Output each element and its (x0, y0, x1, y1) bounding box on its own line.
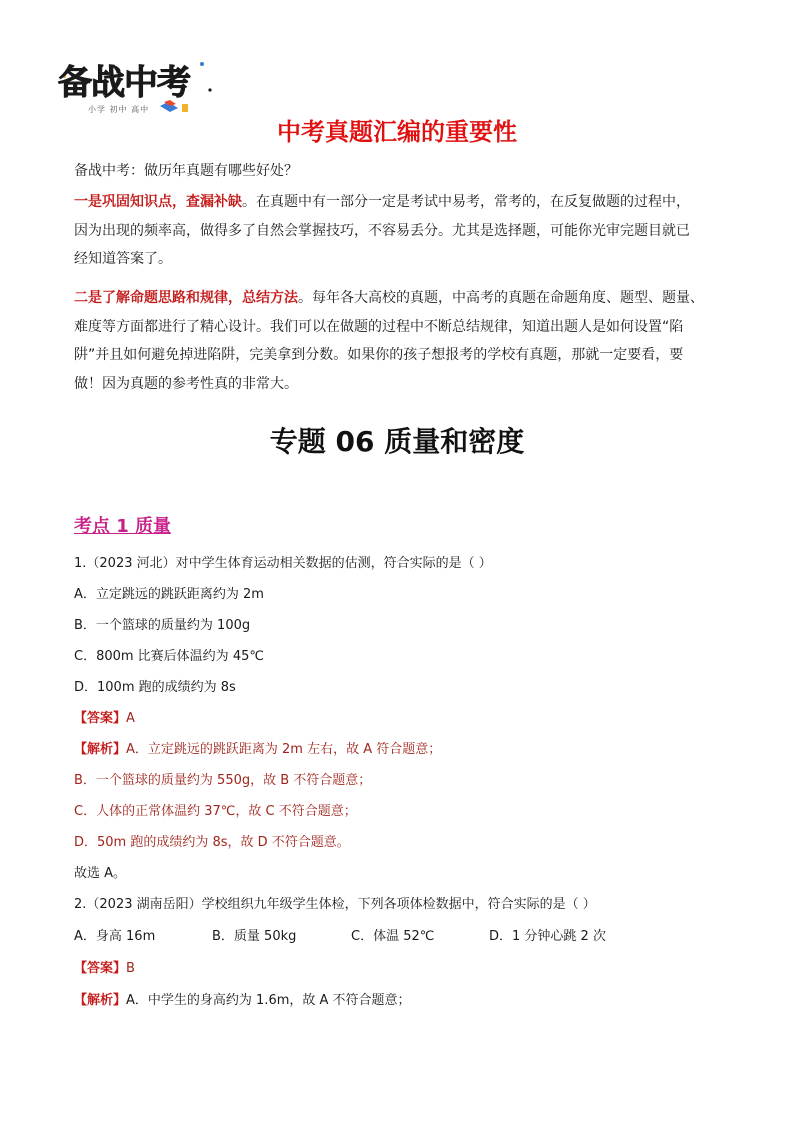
q1-answer-value: A (126, 711, 135, 726)
q1-answer (74, 709, 135, 729)
para2-bold: 二是了解命题思路和规律，总结方法 (74, 290, 298, 306)
q2-option-a: A．身高 16m (74, 929, 156, 944)
logo-text: 备战中考 (58, 63, 190, 103)
q1-analysis-label: 【解析】 (74, 742, 127, 757)
para1-bold: 一是巩固知识点，查漏补缺 (74, 194, 242, 210)
q1-analysis-a (74, 740, 441, 760)
q1-analysis-line-b: B．一个篮球的质量约为 550g，故 B 不符合题意； (74, 773, 372, 788)
para2-line4: 做！因为真题的参考性真的非常大。 (74, 375, 298, 392)
q2-analysis-line-a: A．中学生的身高约为 1.6m，故 A 不符合题意； (126, 993, 411, 1008)
q2-analysis (74, 991, 411, 1011)
q1-option-c: C．800m 比赛后体温约为 45℃ (74, 649, 264, 664)
q1-stem: 1.（2023 河北）对中学生体育运动相关数据的估测，符合实际的是（ ） (74, 556, 492, 571)
q2-option-c: C．体温 52℃ (351, 929, 435, 944)
q2-option-b: B．质量 50kg (212, 929, 297, 944)
q2-answer-label: 【答案】 (74, 961, 127, 976)
section-heading: 考点 1 质量 (74, 516, 172, 537)
q1-analysis-line-c: C．人体的正常体温约 37℃，故 C 不符合题意； (74, 804, 357, 819)
q1-answer-label: 【答案】 (74, 711, 127, 726)
logo-subtitle: 小学 初中 高中 (88, 105, 150, 114)
q1-analysis-line-a: A．立定跳远的跳跃距离为 2m 左右，故 A 符合题意； (126, 742, 442, 757)
q2-answer-value: B (126, 961, 135, 976)
intro-paragraph-1 (74, 188, 724, 274)
q2-answer (74, 959, 135, 979)
q1-conclusion: 故选 A。 (74, 866, 127, 881)
q2-option-d: D．1 分钟心跳 2 次 (489, 929, 606, 944)
page-title: 中考真题汇编的重要性 (277, 118, 517, 146)
q1-option-d: D．100m 跑的成绩约为 8s (74, 680, 236, 695)
para1-line1: 。在真题中有一部分一定是考试中易考，常考的，在反复做题的过程中， (242, 194, 690, 210)
para1-line2: 因为出现的频率高，做得多了自然会掌握技巧，不容易丢分。尤其是选择题，可能你光审完题目就已 (74, 222, 690, 239)
q2-options (74, 927, 606, 947)
para2-line1: 。每年各大高校的真题，中高考的真题在命题角度、题型、题量、 (298, 290, 704, 306)
para2-line3: 阱”并且如何避免掉进陷阱，完美拿到分数。如果你的孩子想报考的学校有真题，那就一定要看，要 (74, 347, 684, 363)
q2-stem: 2.（2023 湖南岳阳）学校组织九年级学生体检，下列各项体检数据中，符合实际的是（ ） (74, 897, 596, 912)
q1-analysis-line-d: D．50m 跑的成绩约为 8s，故 D 不符合题意。 (74, 835, 350, 850)
intro-question: 备战中考：做历年真题有哪些好处？ (74, 163, 298, 179)
q1-option-b: B．一个篮球的质量约为 100g (74, 618, 251, 633)
q1-option-a: A．立定跳远的跳跃距离约为 2m (74, 587, 264, 602)
q2-analysis-label: 【解析】 (74, 993, 127, 1008)
topic-title: 专题 06 质量和密度 (269, 425, 525, 458)
para1-line3: 经知道答案了。 (74, 251, 172, 267)
intro-paragraph-2 (74, 284, 724, 398)
para2-line2: 难度等方面都进行了精心设计。我们可以在做题的过程中不断总结规律，知道出题人是如何设置“陷 (74, 318, 684, 335)
